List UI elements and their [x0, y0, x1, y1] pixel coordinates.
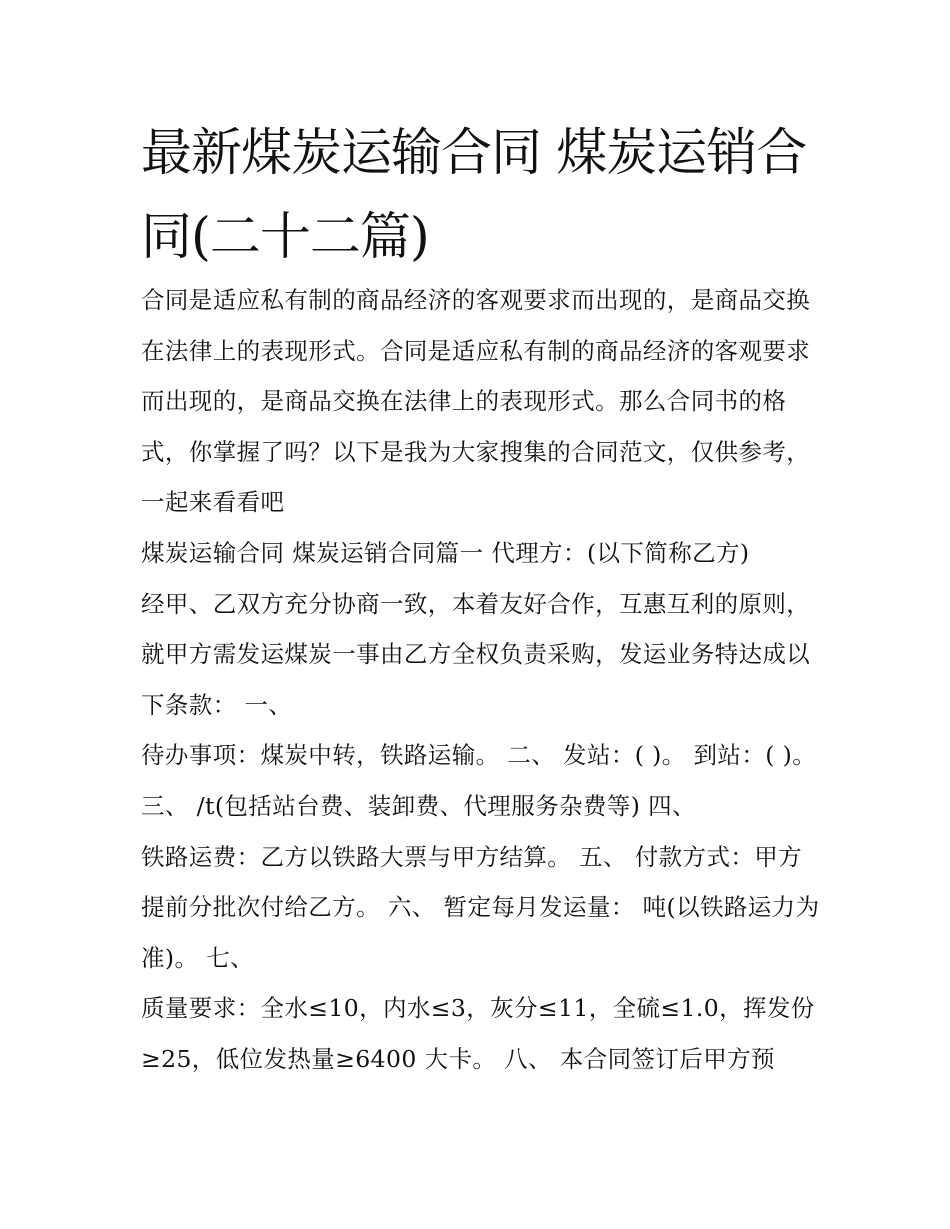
document-title: 最新煤炭运输合同 煤炭运销合同(二十二篇) — [141, 124, 807, 267]
payment-paragraph: 铁路运费：乙方以铁路大票与甲方结算。 五、 付款方式：甲方提前分批次付给乙方。 六、 暂定每月发运量： 吨(以铁路运力为准)。 七、 — [141, 842, 820, 972]
terms-paragraph: 待办事项：煤炭中转，铁路运输。 二、 发站：( )。 到站：( )。 三、 /t(包括站台费、装卸费、代理服务杂费等) 四、 — [141, 741, 817, 820]
contract-heading-paragraph: 煤炭运输合同 煤炭运销合同篇一 代理方：(以下简称乙方) — [141, 538, 750, 567]
quality-paragraph: 质量要求：全水≤10，内水≤3，灰分≤11，全硫≤1.0，挥发份≥25，低位发热量≥6400 大卡。 八、 本合同签订后甲方预 — [141, 994, 815, 1073]
document-body — [141, 275, 821, 1085]
intro-paragraph: 合同是适应私有制的商品经济的客观要求而出现的，是商品交换在法律上的表现形式。合同是适应私有制的商品经济的客观要求而出现的，是商品交换在法律上的表现形式。那么合同书的格式，你掌握了吗？以下是我为大家搜集的合同范文，仅供参考，一起来看看吧 — [141, 286, 811, 517]
agreement-paragraph: 经甲、乙双方充分协商一致，本着友好合作，互惠互利的原则，就甲方需发运煤炭一事由乙方全权负责采购，发运业务特达成以下条款： 一、 — [141, 589, 811, 719]
